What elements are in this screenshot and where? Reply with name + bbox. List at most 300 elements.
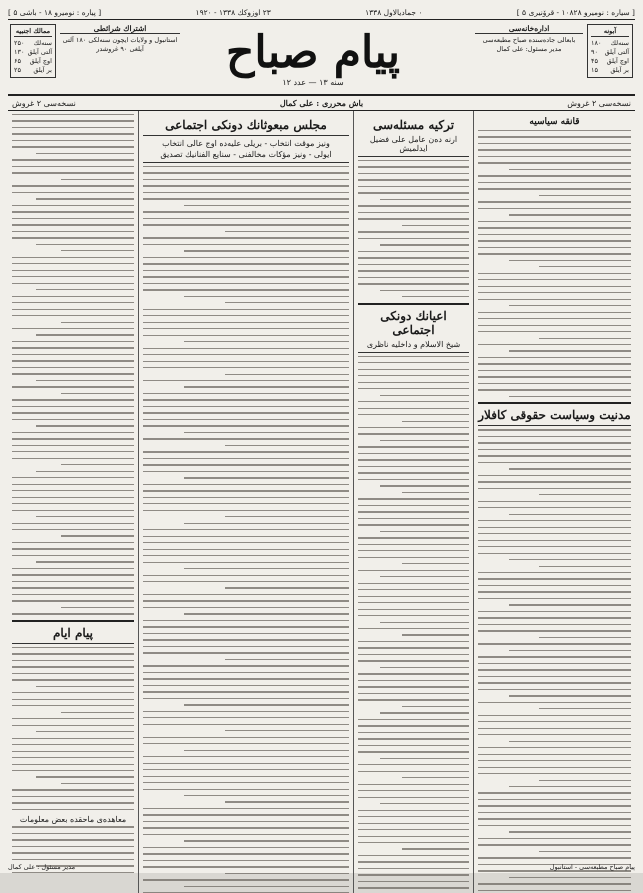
text-line <box>402 492 469 493</box>
text-line <box>478 520 631 521</box>
text-line <box>12 166 134 167</box>
text-line <box>358 212 469 213</box>
subscription-price: ۱۵ <box>591 66 598 74</box>
text-line <box>539 195 631 196</box>
text-line <box>402 563 469 564</box>
text-line <box>12 347 134 348</box>
text-line <box>539 494 631 495</box>
text-line <box>358 179 469 180</box>
article-body-column-left-top <box>12 114 134 615</box>
text-line <box>509 350 631 351</box>
text-line <box>358 699 469 700</box>
text-line <box>143 276 349 277</box>
text-line <box>358 797 469 798</box>
text-line <box>478 591 631 592</box>
text-line <box>358 511 469 512</box>
text-line <box>358 518 469 519</box>
text-line <box>478 130 631 131</box>
subscription-row <box>591 57 629 66</box>
text-line <box>184 795 349 796</box>
text-line <box>225 587 349 588</box>
text-line <box>143 678 349 679</box>
text-line <box>143 879 349 880</box>
text-line <box>478 455 631 456</box>
newspaper-logo: پیام صباح <box>226 27 400 78</box>
text-line <box>358 205 469 206</box>
text-line <box>12 438 134 439</box>
text-line <box>143 743 349 744</box>
text-line <box>478 533 631 534</box>
text-line <box>225 516 349 517</box>
subscription-period: سنه‌لك <box>610 39 629 47</box>
text-line <box>358 887 469 888</box>
text-line <box>143 283 349 284</box>
text-line <box>358 725 469 726</box>
text-line <box>12 852 134 853</box>
text-line <box>12 412 134 413</box>
text-line <box>358 459 469 460</box>
text-line <box>12 809 134 810</box>
text-line <box>36 334 134 335</box>
text-line <box>143 354 349 355</box>
text-line <box>12 660 134 661</box>
text-line <box>539 338 631 339</box>
text-line <box>12 568 134 569</box>
text-line <box>478 208 631 209</box>
text-line <box>358 173 469 174</box>
text-line <box>509 468 631 469</box>
text-line <box>402 777 469 778</box>
text-line <box>12 315 134 316</box>
text-line <box>358 453 469 454</box>
text-line <box>184 750 349 751</box>
text-line <box>478 312 631 313</box>
text-line <box>143 380 349 381</box>
text-line <box>358 356 469 357</box>
text-line <box>478 188 631 189</box>
text-line <box>358 414 469 415</box>
text-line <box>184 523 349 524</box>
text-line <box>380 440 469 441</box>
text-line <box>12 127 134 128</box>
text-line <box>12 231 134 232</box>
gregorian-date: ۲۳ اوزوکك ۱۳۳۸ - ۱۹۲۰ <box>195 8 271 17</box>
text-line <box>143 827 349 828</box>
text-line <box>12 846 134 847</box>
subscription-title-right: آبونه <box>591 27 629 37</box>
price-left: نسخه‌سی ۲ غروش <box>12 98 76 108</box>
text-line <box>539 708 631 709</box>
text-line <box>143 808 349 809</box>
text-line <box>36 198 134 199</box>
text-line <box>402 421 469 422</box>
text-line <box>12 548 134 549</box>
text-line <box>143 542 349 543</box>
text-line <box>380 531 469 532</box>
text-line <box>12 451 134 452</box>
article-heading-civilization: مدنیت وسیاست حقوقی کافلار <box>478 408 631 423</box>
text-line <box>143 328 349 329</box>
text-line <box>509 396 631 397</box>
text-line <box>478 370 631 371</box>
text-line <box>478 162 631 163</box>
text-line <box>143 419 349 420</box>
text-line <box>184 386 349 387</box>
text-line <box>184 568 349 569</box>
text-line <box>143 393 349 394</box>
footer-editor: مدیر مسئول : علی کمال <box>8 863 76 871</box>
text-line <box>36 425 134 426</box>
text-line <box>12 699 134 700</box>
text-line <box>143 789 349 790</box>
text-line <box>12 146 134 147</box>
subscription-period: آلتی آیلق <box>604 48 629 56</box>
text-line <box>36 686 134 687</box>
text-line <box>143 484 349 485</box>
text-line <box>478 240 631 241</box>
text-line <box>358 589 469 590</box>
text-line <box>12 185 134 186</box>
text-line <box>12 542 134 543</box>
article-body-parliament <box>143 166 349 893</box>
text-line <box>478 227 631 228</box>
text-line <box>143 776 349 777</box>
text-line <box>358 257 469 258</box>
text-line <box>143 348 349 349</box>
text-line <box>143 555 349 556</box>
text-line <box>12 419 134 420</box>
subscription-row <box>591 48 629 57</box>
text-line <box>358 408 469 409</box>
text-line <box>143 361 349 362</box>
column-politics <box>473 111 635 893</box>
text-line <box>478 175 631 176</box>
text-line <box>12 328 134 329</box>
text-line <box>358 498 469 499</box>
text-line <box>143 652 349 653</box>
text-line <box>478 572 631 573</box>
text-line <box>509 831 631 832</box>
article-subheading-parliament-2: ایولی - ونیز مؤکات مخالفنی - سنایع الفنانیك تصدیق <box>160 150 332 159</box>
text-line <box>478 221 631 222</box>
text-line <box>143 756 349 757</box>
text-line <box>12 283 134 284</box>
text-line <box>478 883 631 884</box>
text-line <box>36 471 134 472</box>
text-line <box>12 802 134 803</box>
text-line <box>12 510 134 511</box>
text-line <box>478 598 631 599</box>
text-line <box>12 354 134 355</box>
text-line <box>12 574 134 575</box>
text-line <box>12 600 134 601</box>
text-line <box>478 344 631 345</box>
text-line <box>12 738 134 739</box>
column-parliament <box>138 111 353 893</box>
text-line <box>12 796 134 797</box>
text-line <box>478 890 631 891</box>
terms-text: استانبول و ولایات ایچون سنه‌لکی ۱۸۰ آلتی آیلغی ۹۰ غروشدر <box>62 36 178 53</box>
text-line <box>478 488 631 489</box>
text-line <box>509 877 631 878</box>
text-line <box>143 575 349 576</box>
text-line <box>143 179 349 180</box>
text-line <box>143 503 349 504</box>
text-line <box>143 263 349 264</box>
text-line <box>478 247 631 248</box>
article-body-turkey <box>358 160 469 297</box>
text-line <box>143 600 349 601</box>
text-line <box>36 516 134 517</box>
masthead-right-box <box>475 24 633 78</box>
text-line <box>184 613 349 614</box>
text-line <box>143 620 349 621</box>
text-line <box>143 633 349 634</box>
text-line <box>478 253 631 254</box>
text-line <box>478 149 631 150</box>
text-line <box>478 527 631 528</box>
text-line <box>358 388 469 389</box>
text-line <box>380 758 469 759</box>
text-line <box>143 198 349 199</box>
text-line <box>478 357 631 358</box>
text-line <box>358 628 469 629</box>
article-subheading-turkey: ارنه ده‌ن عامل علی فضیل ایدلمیش <box>369 135 458 153</box>
text-line <box>12 257 134 258</box>
text-line <box>358 842 469 843</box>
text-line <box>12 458 134 459</box>
text-line <box>509 695 631 696</box>
text-line <box>12 159 134 160</box>
text-line <box>143 594 349 595</box>
text-line <box>358 466 469 467</box>
text-line <box>358 362 469 363</box>
text-line <box>509 786 631 787</box>
text-line <box>12 114 134 115</box>
text-line <box>358 505 469 506</box>
text-line <box>358 641 469 642</box>
text-line <box>12 839 134 840</box>
text-line <box>143 737 349 738</box>
subscription-row <box>591 66 629 75</box>
text-line <box>12 673 134 674</box>
text-line <box>358 810 469 811</box>
office-address: بابعالی جاده‌سنده صباح مطبعه‌سی <box>482 36 576 44</box>
text-line <box>12 120 134 121</box>
subscription-box-left <box>10 24 56 78</box>
text-line <box>478 449 631 450</box>
text-line <box>12 859 134 860</box>
article-body-senate <box>358 356 469 893</box>
text-line <box>143 309 349 310</box>
text-line <box>36 244 134 245</box>
text-line <box>478 156 631 157</box>
text-line <box>478 624 631 625</box>
text-line <box>478 617 631 618</box>
text-line <box>36 776 134 777</box>
text-line <box>509 741 631 742</box>
text-line <box>143 185 349 186</box>
text-line <box>143 425 349 426</box>
text-line <box>358 823 469 824</box>
text-line <box>12 529 134 530</box>
text-line <box>478 702 631 703</box>
text-line <box>143 399 349 400</box>
subscription-period: بر آیلق <box>33 66 52 74</box>
text-line <box>12 679 134 680</box>
text-line <box>358 550 469 551</box>
text-line <box>478 507 631 508</box>
text-line <box>478 540 631 541</box>
subscription-price: ۱۸۰ <box>591 39 602 47</box>
text-line <box>478 182 631 183</box>
text-line <box>358 479 469 480</box>
text-line <box>509 650 631 651</box>
text-line <box>358 829 469 830</box>
text-line <box>61 322 134 323</box>
text-line <box>478 299 631 300</box>
subscription-row <box>591 39 629 48</box>
price-stripe <box>8 96 635 111</box>
office-heading: اداره‌خانه‌سی <box>475 24 583 34</box>
text-line <box>358 231 469 232</box>
text-line <box>143 562 349 563</box>
subscription-period: اوچ آیلق <box>29 57 52 65</box>
text-line <box>478 760 631 761</box>
text-line <box>358 874 469 875</box>
subscription-row <box>14 48 52 57</box>
article-columns <box>8 111 635 893</box>
text-line <box>12 523 134 524</box>
text-line <box>478 643 631 644</box>
text-line <box>478 279 631 280</box>
text-line <box>358 686 469 687</box>
text-line <box>12 826 134 827</box>
logo-subtitle: سنه ۱۳ — عدد ۱۲ <box>282 78 344 87</box>
text-line <box>143 581 349 582</box>
office-editor: مدیر مسئول: علی کمال <box>496 45 562 53</box>
text-line <box>143 763 349 764</box>
text-line <box>402 296 469 297</box>
text-line <box>358 602 469 603</box>
text-line <box>225 302 349 303</box>
text-line <box>12 218 134 219</box>
text-line <box>143 289 349 290</box>
text-line <box>539 566 631 567</box>
subscription-price: ۲۵ <box>14 66 21 74</box>
text-line <box>143 814 349 815</box>
text-line <box>143 717 349 718</box>
article-heading-political: قانقه سیاسیه <box>529 117 580 127</box>
column-days-message <box>8 111 138 893</box>
text-line <box>12 613 134 614</box>
text-line <box>12 445 134 446</box>
text-line <box>358 680 469 681</box>
subscription-title-left: ممالك اجنبیه <box>15 27 51 35</box>
text-line <box>143 412 349 413</box>
text-line <box>143 685 349 686</box>
text-line <box>358 570 469 571</box>
text-line <box>36 289 134 290</box>
text-line <box>12 705 134 706</box>
text-line <box>358 881 469 882</box>
text-line <box>478 747 631 748</box>
text-line <box>478 429 631 430</box>
chief-editor: باش محرری : علی کمال <box>279 98 364 108</box>
text-line <box>509 169 631 170</box>
text-line <box>225 801 349 802</box>
text-line <box>36 731 134 732</box>
text-line <box>12 555 134 556</box>
text-line <box>143 471 349 472</box>
price-right: نسخه‌سی ۲ غروش <box>567 98 631 108</box>
subscription-period: اوچ آیلق <box>606 57 629 65</box>
text-line <box>12 270 134 271</box>
text-line <box>12 276 134 277</box>
text-line <box>358 855 469 856</box>
subscription-period: آلتی آیلق <box>27 48 52 56</box>
subscription-price: ۶۵ <box>14 57 21 65</box>
text-line <box>143 510 349 511</box>
text-line <box>358 270 469 271</box>
text-line <box>478 676 631 677</box>
text-line <box>358 738 469 739</box>
text-line <box>12 497 134 498</box>
text-line <box>380 199 469 200</box>
text-line <box>12 386 134 387</box>
text-line <box>358 660 469 661</box>
text-line <box>143 237 349 238</box>
text-line <box>478 286 631 287</box>
text-line <box>478 689 631 690</box>
text-line <box>358 160 469 161</box>
text-line <box>402 634 469 635</box>
text-line <box>12 725 134 726</box>
text-line <box>358 544 469 545</box>
text-line <box>358 816 469 817</box>
text-line <box>358 283 469 284</box>
text-line <box>143 665 349 666</box>
text-line <box>143 549 349 550</box>
text-line <box>358 277 469 278</box>
text-line <box>143 607 349 608</box>
text-line <box>36 561 134 562</box>
text-line <box>143 218 349 219</box>
text-line <box>36 153 134 154</box>
text-line <box>478 436 631 437</box>
subscription-row <box>14 39 52 48</box>
text-line <box>358 609 469 610</box>
article-footnote: معاهده‌ی ماحقده بعض معلومات <box>19 815 127 825</box>
text-line <box>539 637 631 638</box>
text-line <box>12 172 134 173</box>
text-line <box>358 615 469 616</box>
text-line <box>380 667 469 668</box>
text-line <box>184 477 349 478</box>
text-line <box>12 399 134 400</box>
text-line <box>509 514 631 515</box>
text-line <box>478 656 631 657</box>
text-line <box>143 464 349 465</box>
text-line <box>12 211 134 212</box>
article-body-days <box>12 647 134 810</box>
text-line <box>478 611 631 612</box>
text-line <box>143 211 349 212</box>
article-heading-senate: اعیانك دونکی اجتماعی <box>380 308 447 337</box>
text-line <box>184 205 349 206</box>
article-heading-turkey: ترکیه مسئله‌سی <box>372 118 455 132</box>
text-line <box>143 458 349 459</box>
